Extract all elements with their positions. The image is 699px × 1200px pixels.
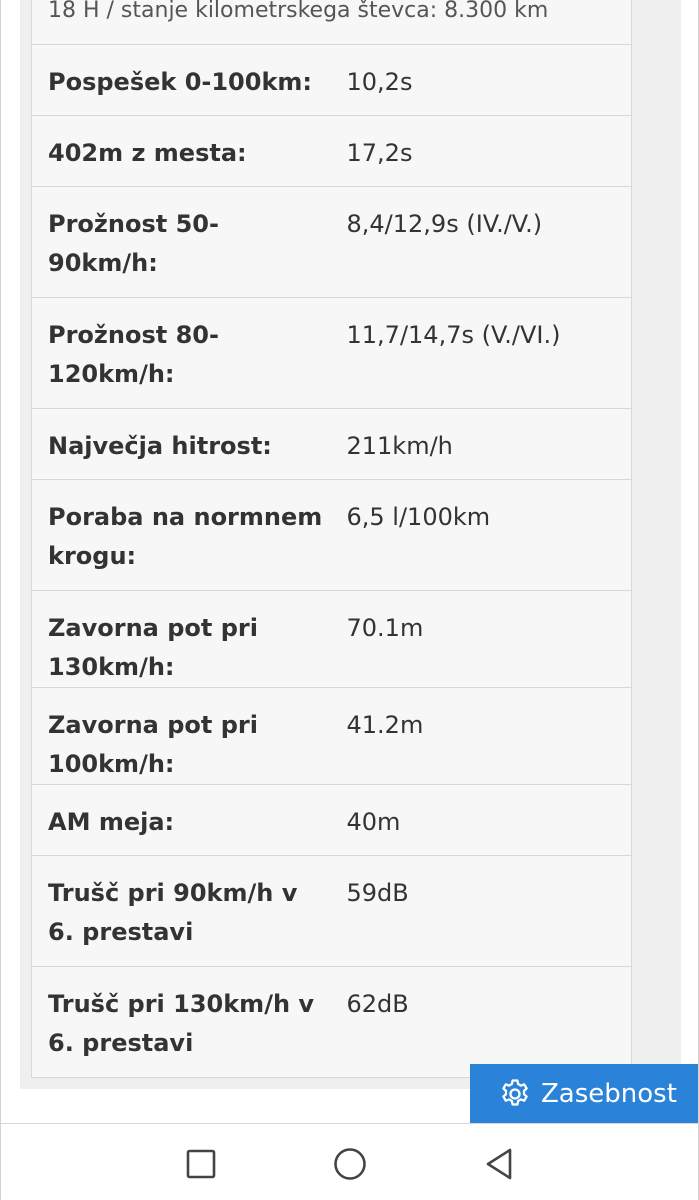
table-row (32, 0, 632, 45)
table-row (32, 688, 632, 785)
privacy-settings-button[interactable] (470, 1064, 699, 1123)
table-row (32, 116, 632, 187)
spec-value: 70.1m (332, 591, 632, 688)
triangle-back-icon[interactable] (480, 1144, 520, 1184)
spec-label: Trušč pri 90km/h v 6. prestavi (32, 856, 332, 967)
table-row (32, 409, 632, 480)
spec-label: Zavorna pot pri 130km/h: (32, 591, 332, 688)
spec-label: 402m z mesta: (32, 116, 332, 187)
spec-value: 211km/h (332, 409, 632, 480)
table-row (32, 856, 632, 967)
square-icon[interactable] (181, 1144, 221, 1184)
specs-table (31, 0, 632, 1078)
spec-value: 8,4/12,9s (IV./V.) (332, 187, 632, 298)
spec-label: Prožnost 50-90km/h: (32, 187, 332, 298)
gear-icon (498, 1077, 532, 1111)
spec-value: 40m (332, 785, 632, 856)
spec-value: 62dB (332, 967, 632, 1078)
header-note: 18 H / stanje kilometrskega števca: 8.300 km (32, 0, 632, 45)
table-row (32, 187, 632, 298)
spec-value: 10,2s (332, 45, 632, 116)
spec-value: 41.2m (332, 688, 632, 785)
circle-icon[interactable] (330, 1144, 370, 1184)
spec-label: Trušč pri 130km/h v 6. prestavi (32, 967, 332, 1078)
system-navigation-bar (1, 1123, 699, 1200)
table-row (32, 785, 632, 856)
table-row (32, 480, 632, 591)
table-row (32, 967, 632, 1078)
table-row (32, 45, 632, 116)
spec-value: 17,2s (332, 116, 632, 187)
spec-label: AM meja: (32, 785, 332, 856)
table-row (32, 298, 632, 409)
spec-label: Največja hitrost: (32, 409, 332, 480)
spec-value: 6,5 l/100km (332, 480, 632, 591)
spec-label: Prožnost 80-120km/h: (32, 298, 332, 409)
spec-label: Pospešek 0-100km: (32, 45, 332, 116)
spec-value: 11,7/14,7s (V./VI.) (332, 298, 632, 409)
spec-label: Zavorna pot pri 100km/h: (32, 688, 332, 785)
privacy-button-label: Zasebnost (541, 1078, 677, 1109)
table-row (32, 591, 632, 688)
spec-label: Poraba na normnem krogu: (32, 480, 332, 591)
spec-value: 59dB (332, 856, 632, 967)
